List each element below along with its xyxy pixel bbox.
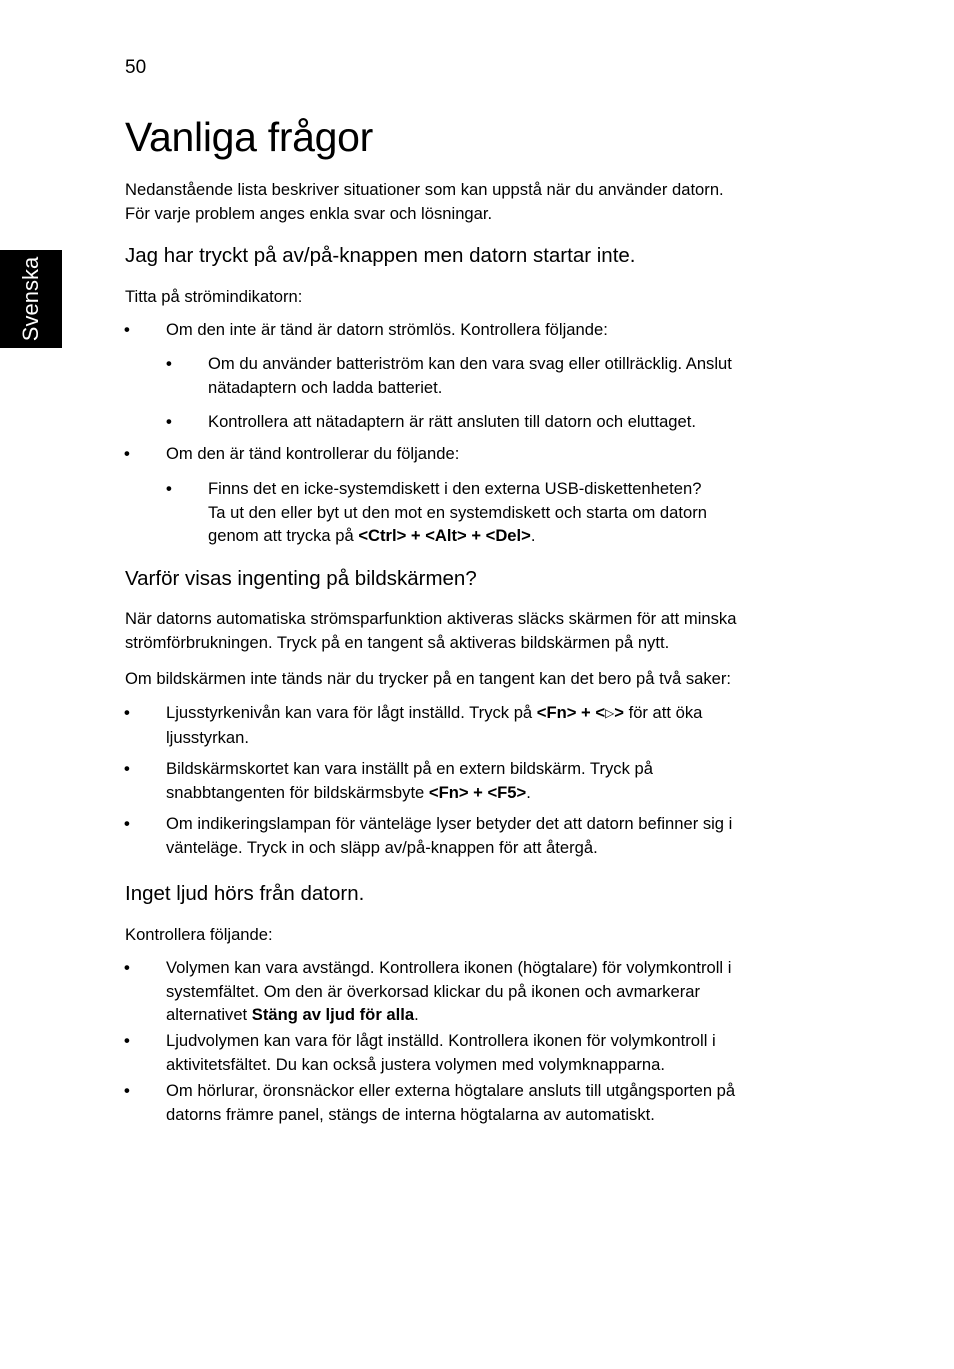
bullet-icon: • (124, 1031, 130, 1050)
list-item-text: Finns det en icke-systemdiskett i den externa USB-diskettenheten? (208, 479, 702, 498)
list-item-text: Kontrollera att nätadaptern är rätt ansluten till datorn och eluttaget. (208, 412, 696, 431)
list-item-text: Ljudvolymen kan vara för lågt inställd. Kontrollera ikonen för volymkontroll i (166, 1031, 716, 1050)
section-lead-sound: Kontrollera följande: (125, 925, 273, 944)
key-combo: > (614, 703, 624, 722)
list-item-text: aktivitetsfältet. Du kan också justera volymen med volymknapparna. (166, 1054, 665, 1074)
bullet-icon: • (124, 759, 130, 778)
list-item (124, 956, 816, 1027)
list-item (124, 1029, 816, 1076)
list-item (124, 318, 816, 342)
key-combo: <Ctrl> + <Alt> + <Del> (358, 526, 531, 545)
bullet-icon: • (124, 814, 130, 833)
list-item-text: för att öka (623, 703, 703, 722)
list-item-text: Om indikeringslampan för vänteläge lyser betyder det att datorn befinner sig i (166, 814, 733, 833)
page-title: Vanliga frågor (125, 114, 374, 160)
bullet-icon: • (166, 412, 172, 431)
bullet-icon: • (124, 958, 130, 977)
list-item (166, 352, 858, 399)
section-heading-sound: Inget ljud hörs från datorn. (125, 882, 365, 905)
list-item-text: Om den inte är tänd är datorn strömlös. Kontrollera följande: (166, 320, 608, 339)
list-item (166, 477, 858, 548)
section-heading-display: Varför visas ingenting på bildskärmen? (125, 567, 477, 590)
list-item-text: Ljusstyrkenivån kan vara för lågt inställd. Tryck på (166, 703, 537, 722)
language-tab-label: Svenska (18, 256, 43, 342)
list-item-text: datorns främre panel, stängs de interna högtalarna av automatiskt. (166, 1104, 655, 1124)
brightness-up-icon: ▷ (605, 706, 615, 720)
list-item-text: Volymen kan vara avstängd. Kontrollera ikonen (högtalare) för volymkontroll i (166, 958, 732, 977)
page-number: 50 (125, 57, 147, 78)
list-item-text: . (530, 526, 536, 545)
intro-line-2: För varje problem anges enkla svar och lösningar. (125, 203, 493, 223)
bullet-icon: • (124, 1081, 130, 1100)
key-combo: <Fn> + <F5> (428, 782, 527, 802)
bullet-icon: • (124, 320, 130, 339)
language-tab (0, 250, 62, 348)
list-item (166, 410, 858, 434)
list-item (124, 1079, 816, 1126)
list-item-text: genom att trycka på (208, 526, 359, 545)
list-item-text: nätadaptern och ladda batteriet. (208, 377, 443, 397)
list-item-text: systemfältet. Om den är överkorsad klickar du på ikonen och avmarkerar (166, 981, 700, 1001)
list-item-text: snabbtangenten för bildskärmsbyte (166, 782, 429, 802)
list-item-text: vänteläge. Tryck in och släpp av/på-knappen för att återgå. (166, 837, 598, 857)
bullet-icon: • (124, 703, 130, 722)
section-lead-power: Titta på strömindikatorn: (125, 287, 303, 306)
list-item-text: . (526, 782, 531, 802)
list-item-text: Om du använder batteriström kan den vara svag eller otillräcklig. Anslut (208, 354, 732, 373)
paragraph-line: strömförbrukningen. Tryck på en tangent så aktiveras bildskärmen på nytt. (125, 632, 670, 652)
bullet-icon: • (124, 444, 130, 463)
list-item (124, 757, 816, 804)
bullet-icon: • (166, 479, 172, 498)
list-item-text: ljusstyrkan. (166, 727, 249, 747)
list-item-text: Ta ut den eller byt ut den mot en systemdiskett och starta om datorn (208, 502, 707, 522)
bullet-icon: • (166, 354, 172, 373)
list-item-text: . (414, 1005, 419, 1024)
intro-line-1: Nedanstående lista beskriver situationer som kan uppstå när du använder datorn. (125, 180, 724, 199)
list-item-text: alternativet (166, 1005, 252, 1024)
list-item (124, 701, 816, 749)
list-item (124, 442, 816, 466)
list-item (124, 812, 816, 859)
list-item-text: Om hörlurar, öronsnäckor eller externa högtalare ansluts till utgångsporten på (166, 1081, 736, 1100)
list-item-text: Om den är tänd kontrollerar du följande: (166, 444, 460, 463)
paragraph-line: När datorns automatiska strömsparfunktion aktiveras släcks skärmen för att minska (125, 609, 737, 628)
menu-option-name: Stäng av ljud för alla (251, 1005, 415, 1024)
section-heading-power: Jag har tryckt på av/på-knappen men datorn startar inte. (125, 244, 636, 267)
list-item-text: Bildskärmskortet kan vara inställt på en extern bildskärm. Tryck på (166, 759, 653, 778)
key-combo: <Fn> + < (536, 703, 606, 722)
intro-paragraph (125, 178, 815, 225)
display-paragraph-2: Om bildskärmen inte tänds när du trycker på en tangent kan det bero på två saker: (125, 669, 732, 688)
display-paragraph-1 (125, 607, 815, 654)
